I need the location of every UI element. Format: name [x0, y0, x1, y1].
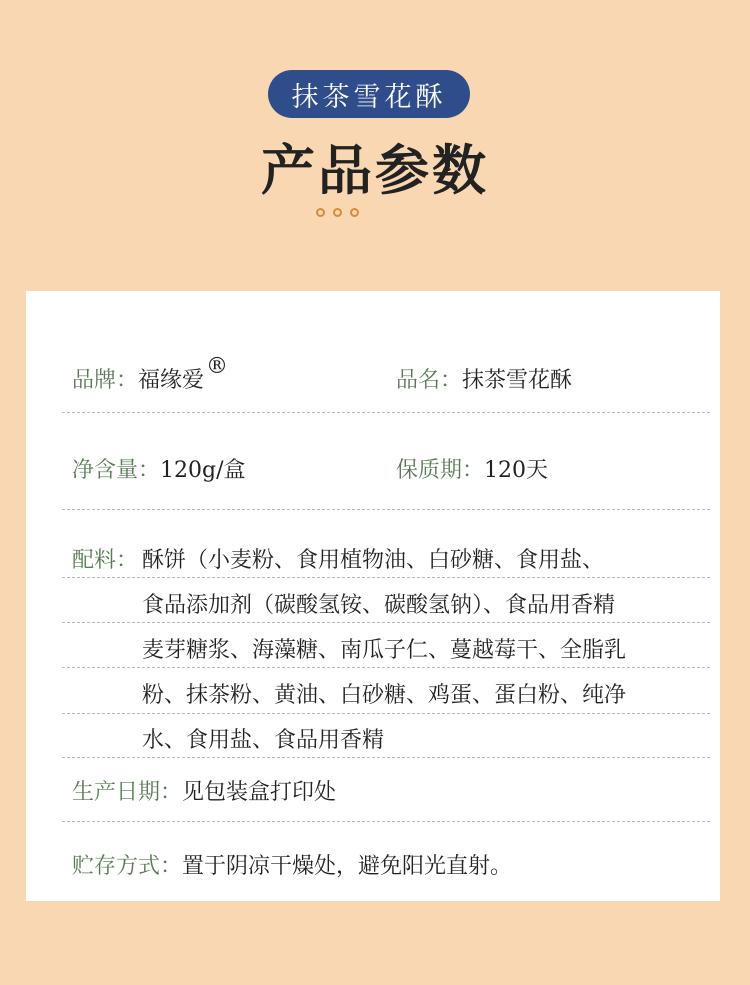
- dot-icon: [333, 208, 342, 217]
- product-name-row: [396, 363, 572, 394]
- net-value: 120g/盒: [160, 458, 246, 483]
- date-value: 见包装盒打印处: [182, 780, 337, 805]
- date-label: 生产日期：: [72, 780, 183, 805]
- name-value: 抹茶雪花酥: [462, 368, 573, 393]
- production-date-row: [72, 775, 336, 806]
- brand-value: 福缘爱: [138, 368, 205, 393]
- shelf-label: 保质期：: [396, 458, 485, 483]
- ingredients-line: 粉、抹茶粉、黄油、白砂糖、鸡蛋、蛋白粉、纯净: [142, 683, 627, 708]
- brand-label: 品牌：: [72, 368, 139, 393]
- product-name-badge: 抹茶雪花酥: [268, 70, 470, 118]
- registered-mark: ®: [206, 354, 229, 379]
- params-card: [26, 291, 720, 901]
- dot-icon: [316, 208, 325, 217]
- divider: [62, 757, 710, 758]
- brand-row: [72, 354, 229, 394]
- name-label: 品名：: [396, 368, 463, 393]
- storage-value: 置于阴凉干燥处，避免阳光直射。: [182, 854, 513, 879]
- divider: [62, 509, 710, 510]
- ingredients-line: 麦芽糖浆、海藻糖、南瓜子仁、蔓越莓干、全脂乳: [142, 638, 627, 663]
- net-content-row: [72, 453, 246, 484]
- ingredients-label: 配料：: [72, 548, 139, 573]
- divider: [62, 713, 710, 714]
- page-title: 产品参数: [261, 139, 489, 202]
- divider: [62, 577, 710, 578]
- net-label: 净含量：: [72, 458, 161, 483]
- divider: [62, 622, 710, 623]
- dot-icon: [350, 208, 359, 217]
- storage-label: 贮存方式：: [72, 854, 183, 879]
- ingredients-line: 食品添加剂（碳酸氢铵、碳酸氢钠）、食品用香精: [142, 593, 616, 618]
- divider: [62, 821, 710, 822]
- shelf-value: 120天: [484, 458, 549, 483]
- ingredients-line: 水、食用盐、食品用香精: [142, 728, 385, 753]
- decorative-dots: [316, 208, 359, 217]
- shelf-life-row: [396, 453, 548, 484]
- divider: [62, 412, 710, 413]
- ingredients-line: 酥饼（小麦粉、食用植物油、白砂糖、食用盐、: [142, 548, 605, 573]
- storage-row: [72, 849, 512, 880]
- divider: [62, 667, 710, 668]
